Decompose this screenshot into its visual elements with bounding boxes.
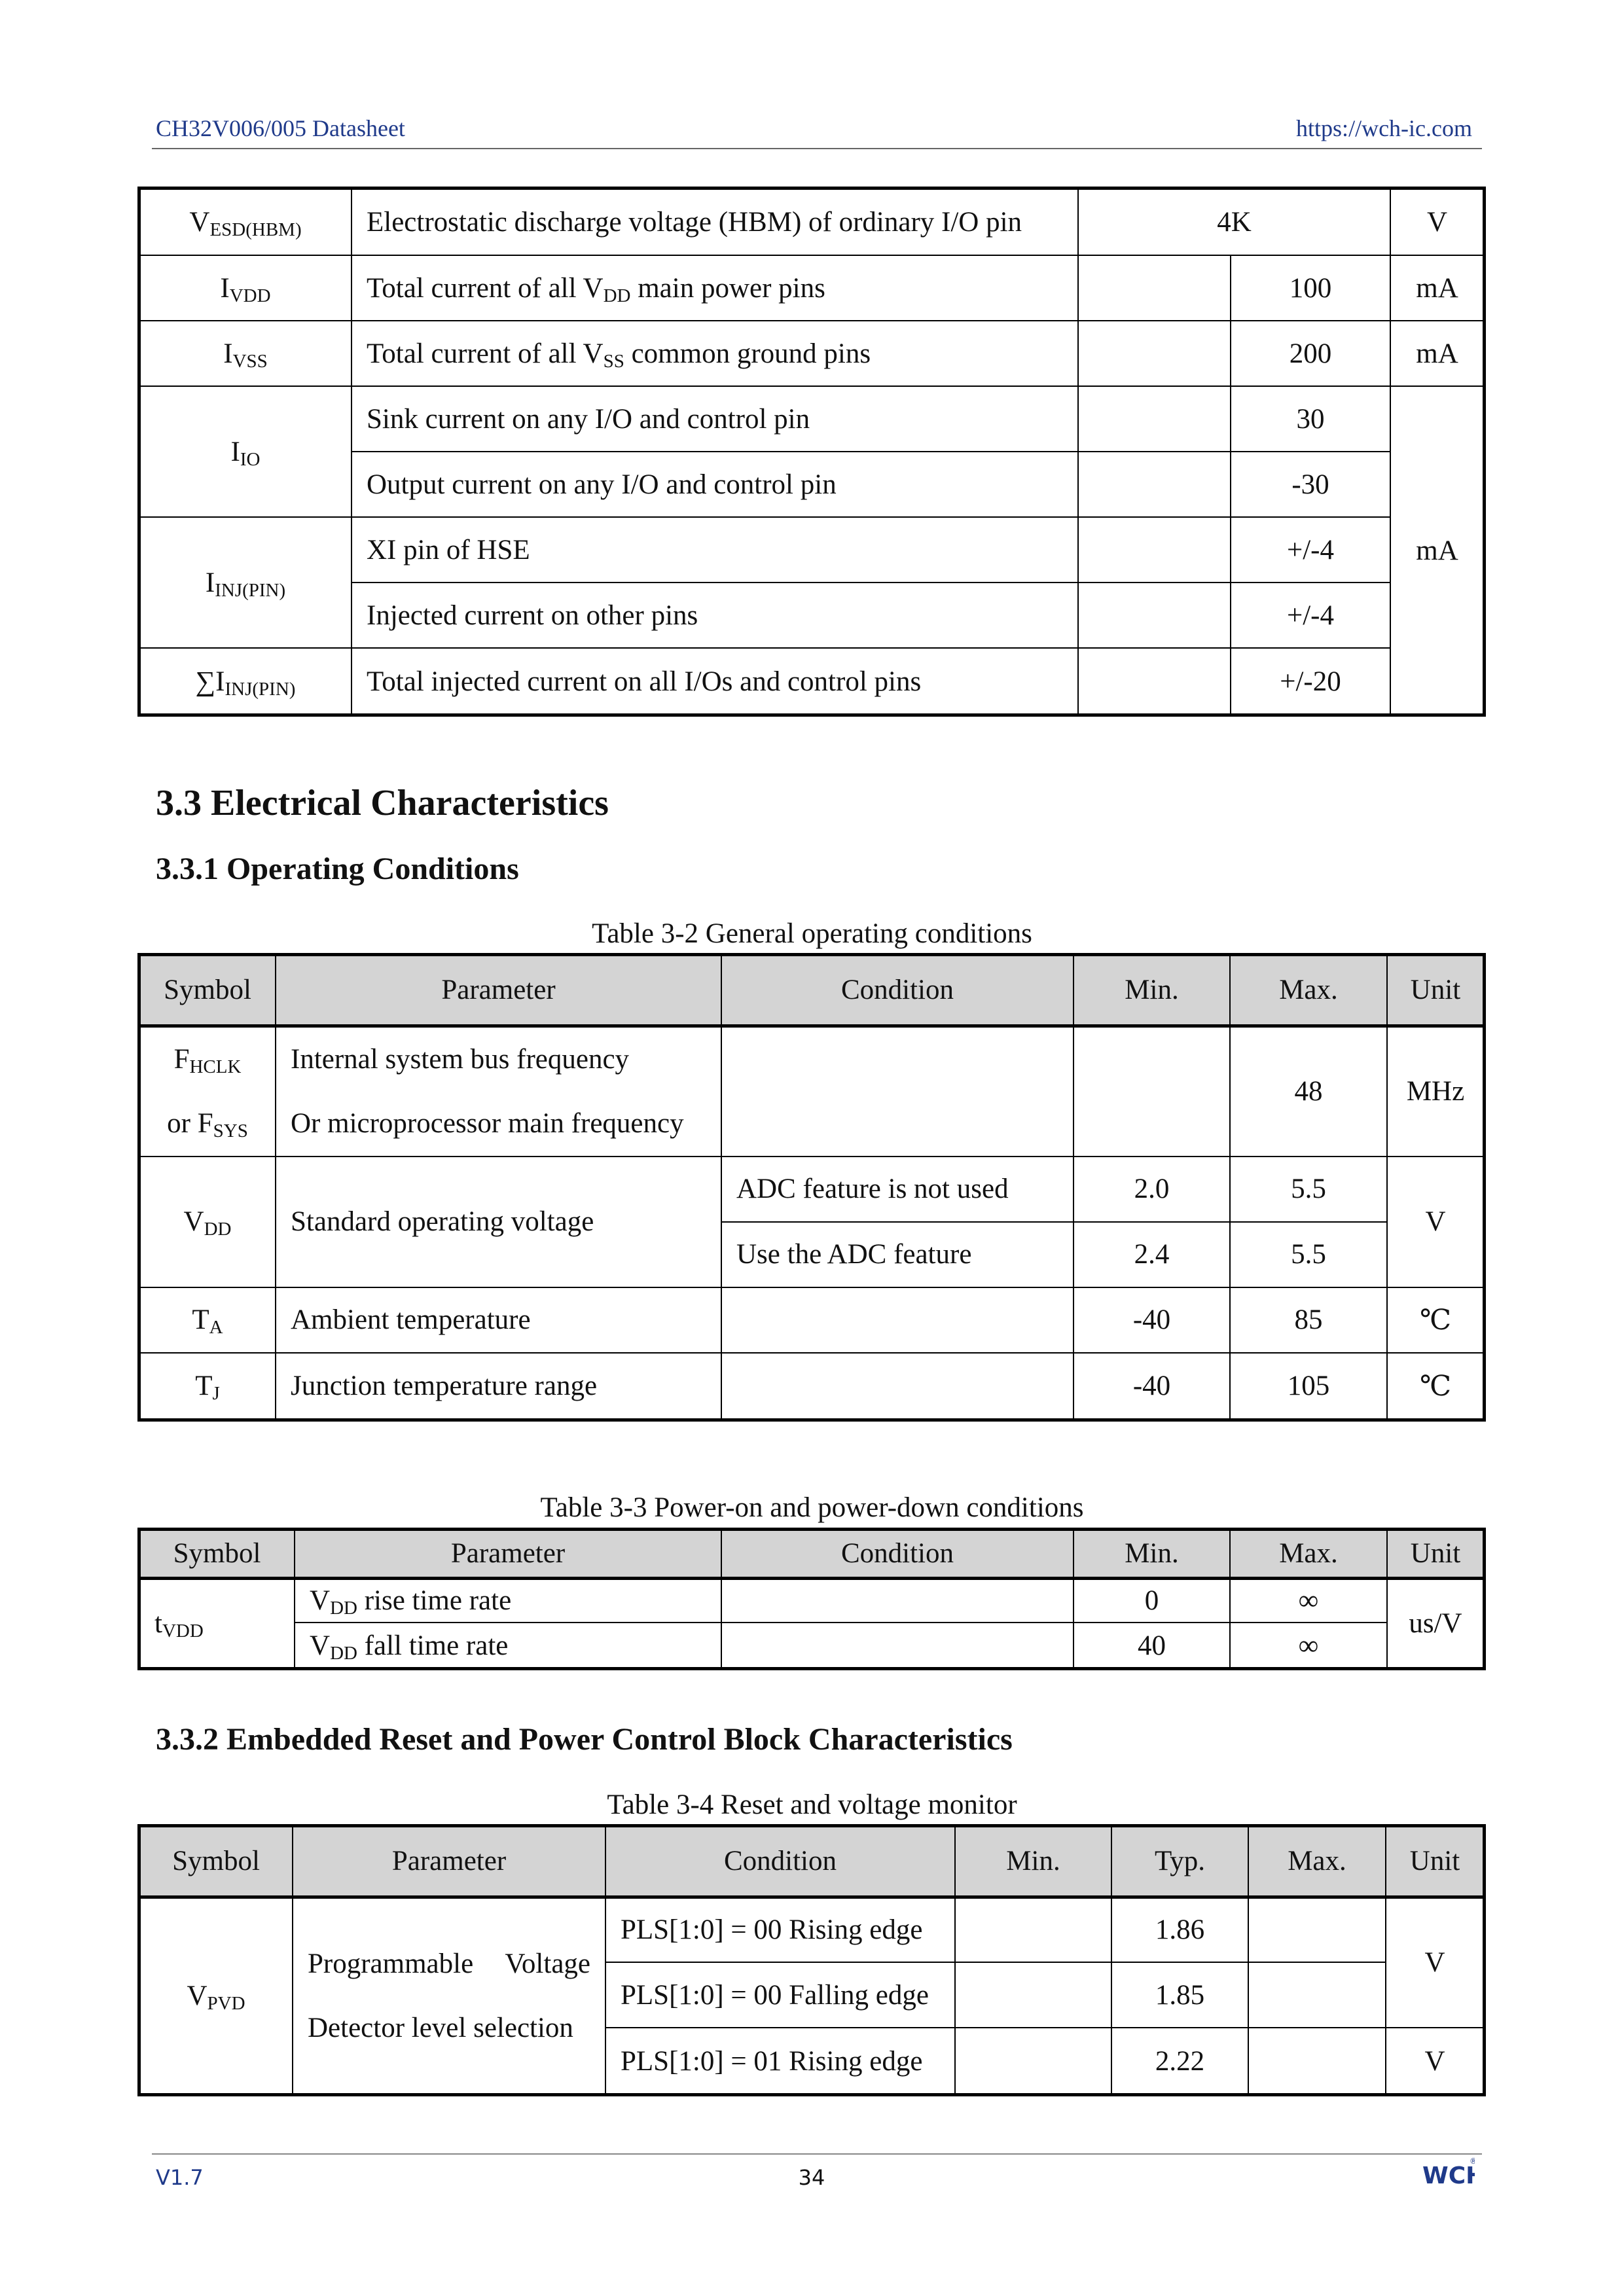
symbol-cell: $I_{VSS}$ bbox=[139, 321, 352, 386]
symbol-cell: $V_{DD}$ bbox=[139, 1157, 276, 1287]
typ-cell: 2.22 bbox=[1111, 2028, 1248, 2094]
column-header: Parameter bbox=[295, 1530, 721, 1578]
column-header: Min. bbox=[1074, 955, 1230, 1026]
empty-cell bbox=[1078, 517, 1231, 583]
symbol-cell: $V_{PVD}$ bbox=[139, 1897, 293, 2094]
section-heading: 3.3 Electrical Characteristics bbox=[156, 783, 609, 823]
unit-cell: V bbox=[1390, 188, 1484, 255]
column-header: Symbol bbox=[139, 1530, 295, 1578]
max-cell: 85 bbox=[1230, 1287, 1387, 1353]
empty-cell bbox=[1248, 1962, 1386, 2028]
table-row bbox=[139, 648, 1484, 715]
symbol-cell: $\sum I_{INJ(PIN)}$ bbox=[139, 648, 352, 715]
svg-text:®: ® bbox=[1470, 2157, 1475, 2166]
unit-cell: mA bbox=[1390, 386, 1484, 715]
condition-cell: Use the ADC feature bbox=[721, 1222, 1074, 1287]
table-caption: Table 3-3 Power-on and power-down conditions bbox=[540, 1492, 1084, 1523]
symbol-cell: $I_{VDD}$ bbox=[139, 255, 352, 321]
parameter-cell: Output current on any I/O and control pin bbox=[352, 452, 1078, 517]
condition-cell: PLS[1:0] = 00 Rising edge bbox=[605, 1897, 955, 1962]
wch-logo-icon bbox=[1422, 2153, 1475, 2190]
symbol-cell: $T_A$ bbox=[139, 1287, 276, 1353]
unit-cell: V bbox=[1386, 2028, 1484, 2094]
table-row bbox=[139, 1353, 1484, 1420]
symbol-cell: $t_{VDD}$ bbox=[139, 1578, 295, 1668]
min-cell: 2.0 bbox=[1074, 1157, 1230, 1222]
empty-cell bbox=[721, 1578, 1074, 1623]
subsection-heading: 3.3.1 Operating Conditions bbox=[156, 852, 519, 886]
empty-cell bbox=[1248, 2028, 1386, 2094]
empty-cell bbox=[1078, 386, 1231, 452]
table-row bbox=[139, 1623, 1484, 1668]
unit-cell: V bbox=[1387, 1157, 1484, 1287]
parameter-cell: Sink current on any I/O and control pin bbox=[352, 386, 1078, 452]
svg-text:WCH: WC bbox=[1422, 2162, 1466, 2189]
min-cell: 2.4 bbox=[1074, 1222, 1230, 1287]
table-row bbox=[139, 1157, 1484, 1222]
min-cell: -40 bbox=[1074, 1353, 1230, 1420]
empty-cell bbox=[1078, 648, 1231, 715]
typ-cell: 1.85 bbox=[1111, 1962, 1248, 2028]
max-cell: 48 bbox=[1230, 1026, 1387, 1157]
doc-url-link[interactable]: https://wch-ic.com bbox=[1296, 115, 1472, 141]
column-header: Max. bbox=[1248, 1826, 1386, 1897]
table-header-row bbox=[139, 1530, 1484, 1578]
parameter-cell: Total current of all $V_{SS}$ common ground pins bbox=[352, 321, 1078, 386]
column-header: Min. bbox=[1074, 1530, 1230, 1578]
condition-cell: ADC feature is not used bbox=[721, 1157, 1074, 1222]
max-cell: 5.5 bbox=[1230, 1222, 1387, 1287]
doc-title: CH32V006/005 Datasheet bbox=[156, 115, 405, 141]
parameter-cell: XI pin of HSE bbox=[352, 517, 1078, 583]
absolute-ratings-table bbox=[139, 188, 1485, 715]
column-header: Symbol bbox=[139, 955, 276, 1026]
table-row bbox=[139, 255, 1484, 321]
min-cell: -40 bbox=[1074, 1287, 1230, 1353]
column-header: Symbol bbox=[139, 1826, 293, 1897]
unit-cell: V bbox=[1386, 1897, 1484, 2028]
value-cell: +/-4 bbox=[1231, 517, 1390, 583]
column-header: Parameter bbox=[276, 955, 721, 1026]
unit-cell: us/V bbox=[1387, 1578, 1484, 1668]
column-header: Unit bbox=[1387, 1530, 1484, 1578]
max-cell: 105 bbox=[1230, 1353, 1387, 1420]
unit-cell: mA bbox=[1390, 321, 1484, 386]
unit-cell: MHz bbox=[1387, 1026, 1484, 1157]
unit-cell: mA bbox=[1390, 255, 1484, 321]
value-cell: 4K bbox=[1078, 188, 1390, 255]
column-header: Max. bbox=[1230, 1530, 1387, 1578]
parameter-cell: Total current of all $V_{DD}$ main power pins bbox=[352, 255, 1078, 321]
parameter-cell: Standard operating voltage bbox=[276, 1157, 721, 1287]
symbol-cell: $V_{ESD(HBM)}$ bbox=[139, 188, 352, 255]
parameter-cell: Injected current on other pins bbox=[352, 583, 1078, 648]
symbol-cell: $I_{INJ(PIN)}$ bbox=[139, 517, 352, 648]
typ-cell: 1.86 bbox=[1111, 1897, 1248, 1962]
min-cell: 40 bbox=[1074, 1623, 1230, 1668]
condition-cell: PLS[1:0] = 00 Falling edge bbox=[605, 1962, 955, 2028]
empty-cell bbox=[721, 1353, 1074, 1420]
parameter-cell: Ambient temperature bbox=[276, 1287, 721, 1353]
empty-cell bbox=[1078, 583, 1231, 648]
parameter-cell: Total injected current on all I/Os and control pins bbox=[352, 648, 1078, 715]
column-header: Condition bbox=[721, 1530, 1074, 1578]
table-header-row bbox=[139, 1826, 1484, 1897]
table-row bbox=[139, 1287, 1484, 1353]
empty-cell bbox=[721, 1026, 1074, 1157]
subsection-heading: 3.3.2 Embedded Reset and Power Control Block Characteristics bbox=[156, 1722, 1013, 1757]
wch-logo bbox=[1422, 2153, 1475, 2193]
condition-cell: PLS[1:0] = 01 Rising edge bbox=[605, 2028, 955, 2094]
empty-cell bbox=[721, 1623, 1074, 1668]
min-cell: 0 bbox=[1074, 1578, 1230, 1623]
parameter-cell: $V_{DD}$ rise time rate bbox=[295, 1578, 721, 1623]
parameter-cell: Junction temperature range bbox=[276, 1353, 721, 1420]
parameter-cell: Programmable Voltage Detector level selection bbox=[293, 1897, 605, 2094]
max-cell: ∞ bbox=[1230, 1578, 1387, 1623]
parameter-cell: Internal system bus frequency Or microprocessor main frequency bbox=[276, 1026, 721, 1157]
column-header: Min. bbox=[955, 1826, 1111, 1897]
header-divider bbox=[152, 148, 1482, 149]
parameter-cell: Electrostatic discharge voltage (HBM) of ordinary I/O pin bbox=[352, 188, 1078, 255]
column-header: Condition bbox=[721, 955, 1074, 1026]
table-row bbox=[139, 321, 1484, 386]
max-cell: 5.5 bbox=[1230, 1157, 1387, 1222]
empty-cell bbox=[1078, 255, 1231, 321]
column-header: Typ. bbox=[1111, 1826, 1248, 1897]
empty-cell bbox=[721, 1287, 1074, 1353]
table-row bbox=[139, 1578, 1484, 1623]
symbol-cell: $F_{HCLK}$ or $F_{SYS}$ bbox=[139, 1026, 276, 1157]
reset-voltage-monitor-table bbox=[139, 1825, 1485, 2095]
value-cell: 200 bbox=[1231, 321, 1390, 386]
value-cell: -30 bbox=[1231, 452, 1390, 517]
table-row bbox=[139, 188, 1484, 255]
unit-cell: ℃ bbox=[1387, 1353, 1484, 1420]
value-cell: +/-20 bbox=[1231, 648, 1390, 715]
empty-cell bbox=[1078, 452, 1231, 517]
parameter-cell: $V_{DD}$ fall time rate bbox=[295, 1623, 721, 1668]
column-header: Unit bbox=[1386, 1826, 1484, 1897]
column-header: Unit bbox=[1387, 955, 1484, 1026]
empty-cell bbox=[955, 2028, 1111, 2094]
column-header: Condition bbox=[605, 1826, 955, 1897]
table-row bbox=[139, 517, 1484, 583]
table-row bbox=[139, 1897, 1484, 1962]
table-row bbox=[139, 386, 1484, 452]
value-cell: +/-4 bbox=[1231, 583, 1390, 648]
empty-cell bbox=[1078, 321, 1231, 386]
column-header: Parameter bbox=[293, 1826, 605, 1897]
table-header-row bbox=[139, 955, 1484, 1026]
column-header: Max. bbox=[1230, 955, 1387, 1026]
empty-cell bbox=[1248, 1897, 1386, 1962]
empty-cell bbox=[955, 1962, 1111, 2028]
empty-cell bbox=[955, 1897, 1111, 1962]
value-cell: 30 bbox=[1231, 386, 1390, 452]
symbol-cell: $T_J$ bbox=[139, 1353, 276, 1420]
table-row bbox=[139, 1026, 1484, 1157]
empty-cell bbox=[1074, 1026, 1230, 1157]
max-cell: ∞ bbox=[1230, 1623, 1387, 1668]
symbol-cell: $I_{IO}$ bbox=[139, 386, 352, 517]
table-caption: Table 3-4 Reset and voltage monitor bbox=[607, 1789, 1017, 1820]
page-number: 34 bbox=[798, 2165, 825, 2190]
value-cell: 100 bbox=[1231, 255, 1390, 321]
footer-divider bbox=[152, 2153, 1482, 2155]
general-operating-conditions-table bbox=[139, 954, 1485, 1420]
table-caption: Table 3-2 General operating conditions bbox=[592, 918, 1032, 949]
unit-cell: ℃ bbox=[1387, 1287, 1484, 1353]
version-label: V1.7 bbox=[156, 2165, 204, 2190]
power-on-conditions-table bbox=[139, 1529, 1485, 1669]
